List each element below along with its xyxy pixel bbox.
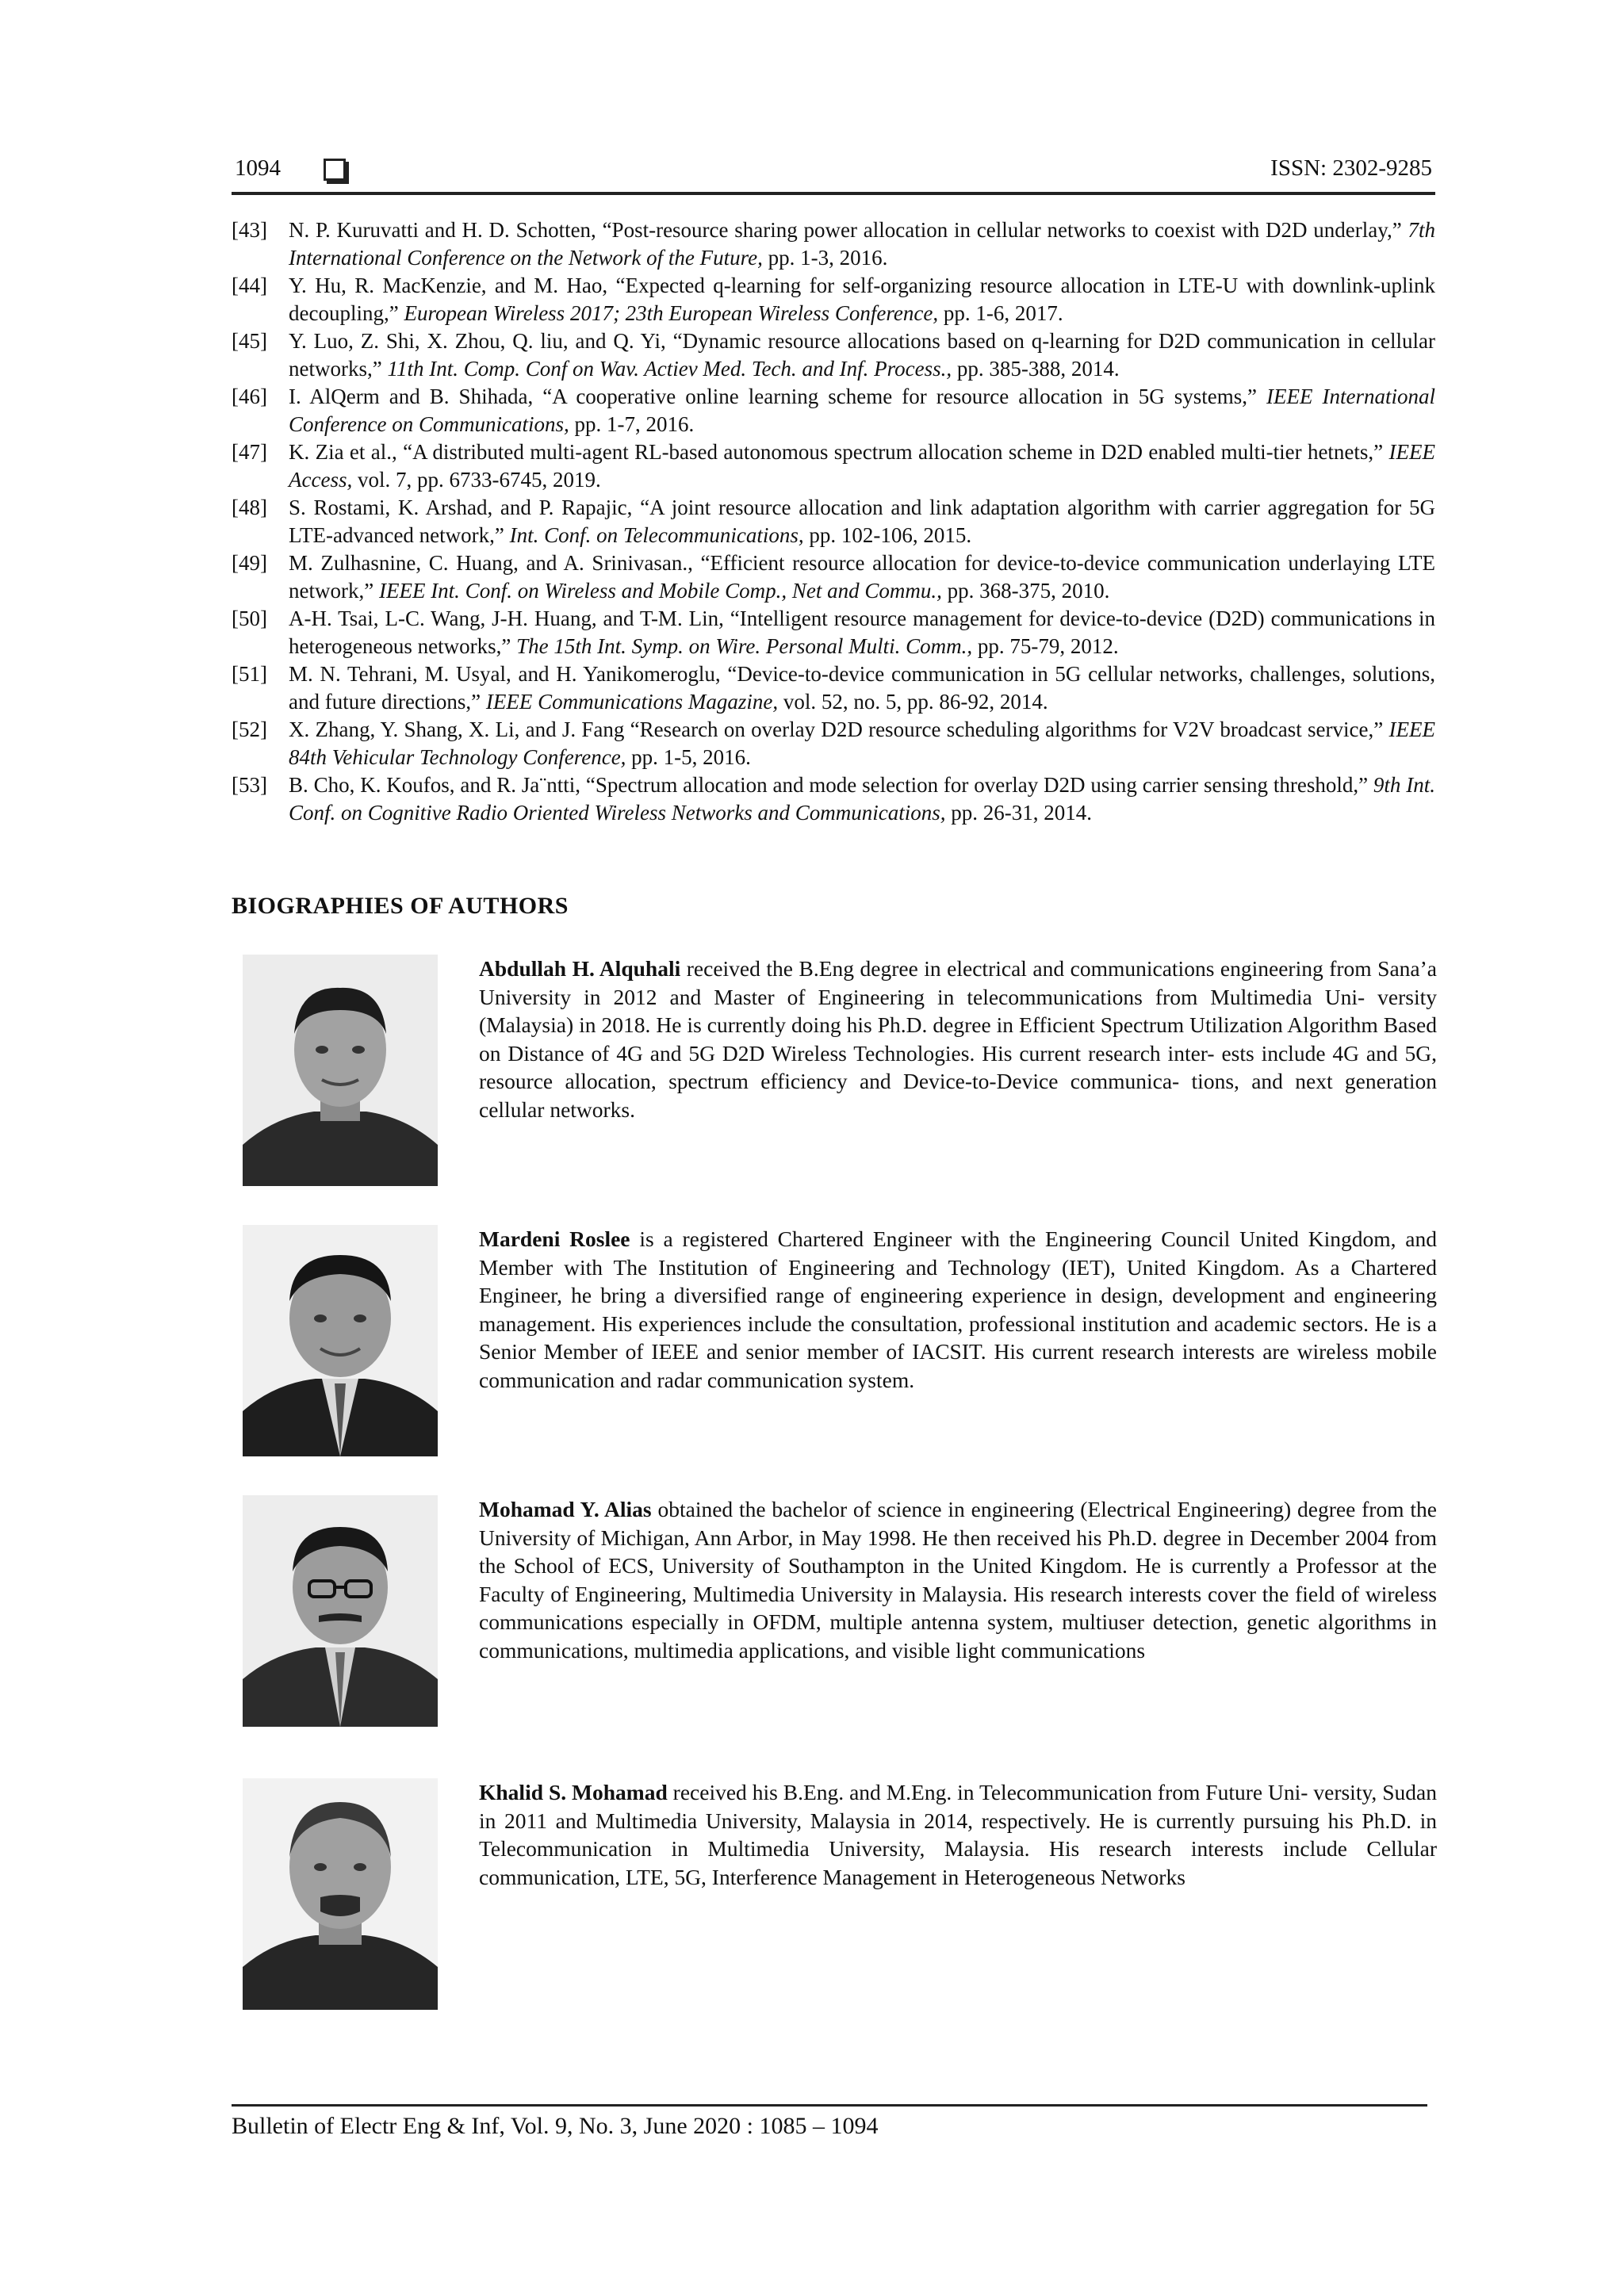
reference-venue: IEEE 84th Vehicular Technology Conference,	[289, 718, 1435, 769]
reference-fragment: pp. 75-79, 2012.	[972, 634, 1119, 658]
author-description: received his B.Eng. and M.Eng. in Telecommunication from Future Uni- versity, Sudan in 2011 and Multimedia University, Malaysia in 2014, respectively. He is currently pursuing his Ph.D. in Telecommunication in Multimedia University, Malaysia. His research interests include Cellular communication, LTE, 5G, Interference Management in Heterogeneous Networks	[479, 1780, 1437, 1889]
reference-fragment: B. Cho, K. Koufos, and R. Ja¨ntti, “Spectrum allocation and mode selection for overlay D2D using carrier sensing threshold,”	[289, 773, 1373, 797]
reference-venue: Int. Conf. on Telecommunications,	[509, 523, 804, 547]
reference-fragment: M. N. Tehrani, M. Usyal, and H. Yanikomeroglu, “Device-to-device communication in 5G cellular networks, challenges, solutions, and future directions,”	[289, 662, 1435, 714]
reference-fragment: N. P. Kuruvatti and H. D. Schotten, “Post-resource sharing power allocation in cellular networks to coexist with D2D underlay,”	[289, 218, 1408, 242]
reference-number: [45]	[232, 329, 267, 353]
reference-fragment: pp. 385-388, 2014.	[952, 357, 1120, 381]
reference-venue: IEEE Int. Conf. on Wireless and Mobile Comp., Net and Commu.,	[378, 579, 942, 603]
page-footer	[232, 2104, 1427, 2140]
author-photo	[243, 955, 438, 1186]
author-photo	[243, 1225, 438, 1456]
author-description: received the B.Eng degree in electrical and communications engineering from Sana’a University in 2012 and Master of Engineering in telecommunications from Multimedia Uni- versity (Malaysia) in 2018. He is currently doing his Ph.D. degree in Efficient Spectrum Utilization Algorithm Based on Distance of 4G and 5G D2D Wireless Technologies. His current research inter- ests include 4G and 5G, resource allocation, spectrum efficiency and Device-to-Device communica- tions, and next generation cellular networks.	[479, 956, 1437, 1122]
reference-text	[289, 385, 1435, 436]
reference-fragment: Y. Hu, R. MacKenzie, and M. Hao, “Expected q-learning for self-organizing resource allocation in LTE-U with downlink-uplink decoupling,”	[289, 274, 1435, 325]
reference-fragment: pp. 1-3, 2016.	[762, 246, 888, 270]
reference-number: [44]	[232, 274, 267, 297]
author-bio-text	[479, 955, 1437, 1123]
reference-number: [46]	[232, 385, 267, 408]
reference-venue: The 15th Int. Symp. on Wire. Personal Multi. Comm.,	[516, 634, 973, 658]
author-name: Mohamad Y. Alias	[479, 1497, 652, 1521]
reference-number: [51]	[232, 662, 267, 686]
author-name: Abdullah H. Alquhali	[479, 956, 681, 981]
reference-number: [50]	[232, 607, 267, 630]
reference-number: [53]	[232, 773, 267, 797]
reference-number: [47]	[232, 440, 267, 464]
biographies-heading: BIOGRAPHIES OF AUTHORS	[232, 893, 569, 919]
reference-item	[232, 494, 1435, 549]
reference-venue: IEEE Access,	[289, 440, 1435, 492]
author-description: is a registered Chartered Engineer with the Engineering Council United Kingdom, and Member with The Institution of Engineering and Technology (IET), United Kingdom. As a Chartered Engineer, he bring a diversified range of engineering experience in design, development and engineering management. His experiences include the consultation, professional institution and academic sectors. He is a Senior Member of IEEE and senior member of IACSIT. His current research interests are wireless mobile communication and radar communication system.	[479, 1226, 1437, 1392]
reference-fragment: vol. 7, pp. 6733-6745, 2019.	[352, 468, 601, 492]
reference-item	[232, 660, 1435, 716]
author-name: Khalid S. Mohamad	[479, 1780, 668, 1804]
page-header	[232, 155, 1435, 195]
reference-item	[232, 716, 1435, 771]
reference-fragment: S. Rostami, K. Arshad, and P. Rapajic, “A joint resource allocation and link adaptation algorithm with carrier aggregation for 5G LTE-advanced network,”	[289, 496, 1435, 547]
author-bio-text	[479, 1495, 1437, 1664]
reference-number: [52]	[232, 718, 267, 741]
reference-venue: IEEE Communications Magazine,	[485, 690, 779, 714]
author-photo	[243, 1495, 438, 1727]
reference-venue: 7th International Conference on the Network of the Future,	[289, 218, 1435, 270]
reference-fragment: pp. 1-5, 2016.	[626, 745, 751, 769]
reference-fragment: A-H. Tsai, L-C. Wang, J-H. Huang, and T-M. Lin, “Intelligent resource management for device-to-device (D2D) communications in heterogeneous networks,”	[289, 607, 1435, 658]
reference-item	[232, 327, 1435, 383]
reference-item	[232, 383, 1435, 438]
reference-text	[289, 329, 1435, 381]
reference-fragment: pp. 1-6, 2017.	[938, 301, 1063, 325]
reference-fragment: pp. 1-7, 2016.	[569, 412, 695, 436]
reference-fragment: pp. 368-375, 2010.	[941, 579, 1110, 603]
reference-fragment: pp. 102-106, 2015.	[803, 523, 972, 547]
reference-text	[289, 440, 1435, 492]
author-bio-text	[479, 1778, 1437, 1891]
author-photo	[243, 1778, 438, 2010]
reference-text	[289, 551, 1435, 603]
author-name: Mardeni Roslee	[479, 1226, 630, 1251]
reference-fragment: K. Zia et al., “A distributed multi-agent RL-based autonomous spectrum allocation scheme in D2D enabled multi-tier hetnets,”	[289, 440, 1389, 464]
reference-item	[232, 216, 1435, 272]
reference-list	[232, 216, 1435, 827]
reference-text	[289, 607, 1435, 658]
reference-text	[289, 496, 1435, 547]
reference-venue: IEEE International Conference on Communications,	[289, 385, 1435, 436]
reference-venue: European Wireless 2017; 23th European Wireless Conference,	[404, 301, 939, 325]
reference-number: [43]	[232, 218, 267, 242]
page-number: 1094	[235, 155, 281, 181]
reference-item	[232, 549, 1435, 605]
reference-item	[232, 272, 1435, 327]
reference-fragment: X. Zhang, Y. Shang, X. Li, and J. Fang “Research on overlay D2D resource scheduling algorithms for V2V broadcast service,”	[289, 718, 1389, 741]
reference-item	[232, 605, 1435, 660]
reference-fragment: Y. Luo, Z. Shi, X. Zhou, Q. liu, and Q. Yi, “Dynamic resource allocations based on q-learning for D2D communication in cellular networks,”	[289, 329, 1435, 381]
reference-text	[289, 773, 1435, 825]
reference-fragment: pp. 26-31, 2014.	[945, 801, 1092, 825]
reference-item	[232, 771, 1435, 827]
reference-text	[289, 662, 1435, 714]
reference-text	[289, 718, 1435, 769]
reference-venue: 9th Int. Conf. on Cognitive Radio Oriented Wireless Networks and Communications,	[289, 773, 1435, 825]
reference-fragment: M. Zulhasnine, C. Huang, and A. Srinivasan., “Efficient resource allocation for device-to-device communication underlaying LTE network,”	[289, 551, 1435, 603]
author-bio-text	[479, 1225, 1437, 1394]
checkbox-square-icon	[324, 159, 346, 181]
author-description: obtained the bachelor of science in engineering (Electrical Engineering) degree from the University of Michigan, Ann Arbor, in May 1998. He then received his Ph.D. degree in December 2004 from the School of ECS, University of Southampton in the United Kingdom. He is currently a Professor at the Faculty of Engineering, Multimedia University in Malaysia. His research interests cover the field of wireless communications especially in OFDM, multiple antenna system, multiuser detection, genetic algorithms in communications, multimedia applications, and visible light communications	[479, 1497, 1438, 1663]
reference-number: [49]	[232, 551, 267, 575]
reference-text	[289, 274, 1435, 325]
issn-label: ISSN: 2302-9285	[1270, 155, 1432, 181]
reference-fragment: vol. 52, no. 5, pp. 86-92, 2014.	[778, 690, 1048, 714]
reference-number: [48]	[232, 496, 267, 519]
reference-item	[232, 438, 1435, 494]
reference-fragment: I. AlQerm and B. Shihada, “A cooperative online learning scheme for resource allocation in 5G systems,”	[289, 385, 1266, 408]
reference-venue: 11th Int. Comp. Conf on Wav. Actiev Med. Tech. and Inf. Process.,	[387, 357, 952, 381]
reference-text	[289, 218, 1435, 270]
footer-citation: Bulletin of Electr Eng & Inf, Vol. 9, No. 3, June 2020 : 1085 – 1094	[232, 2113, 879, 2139]
